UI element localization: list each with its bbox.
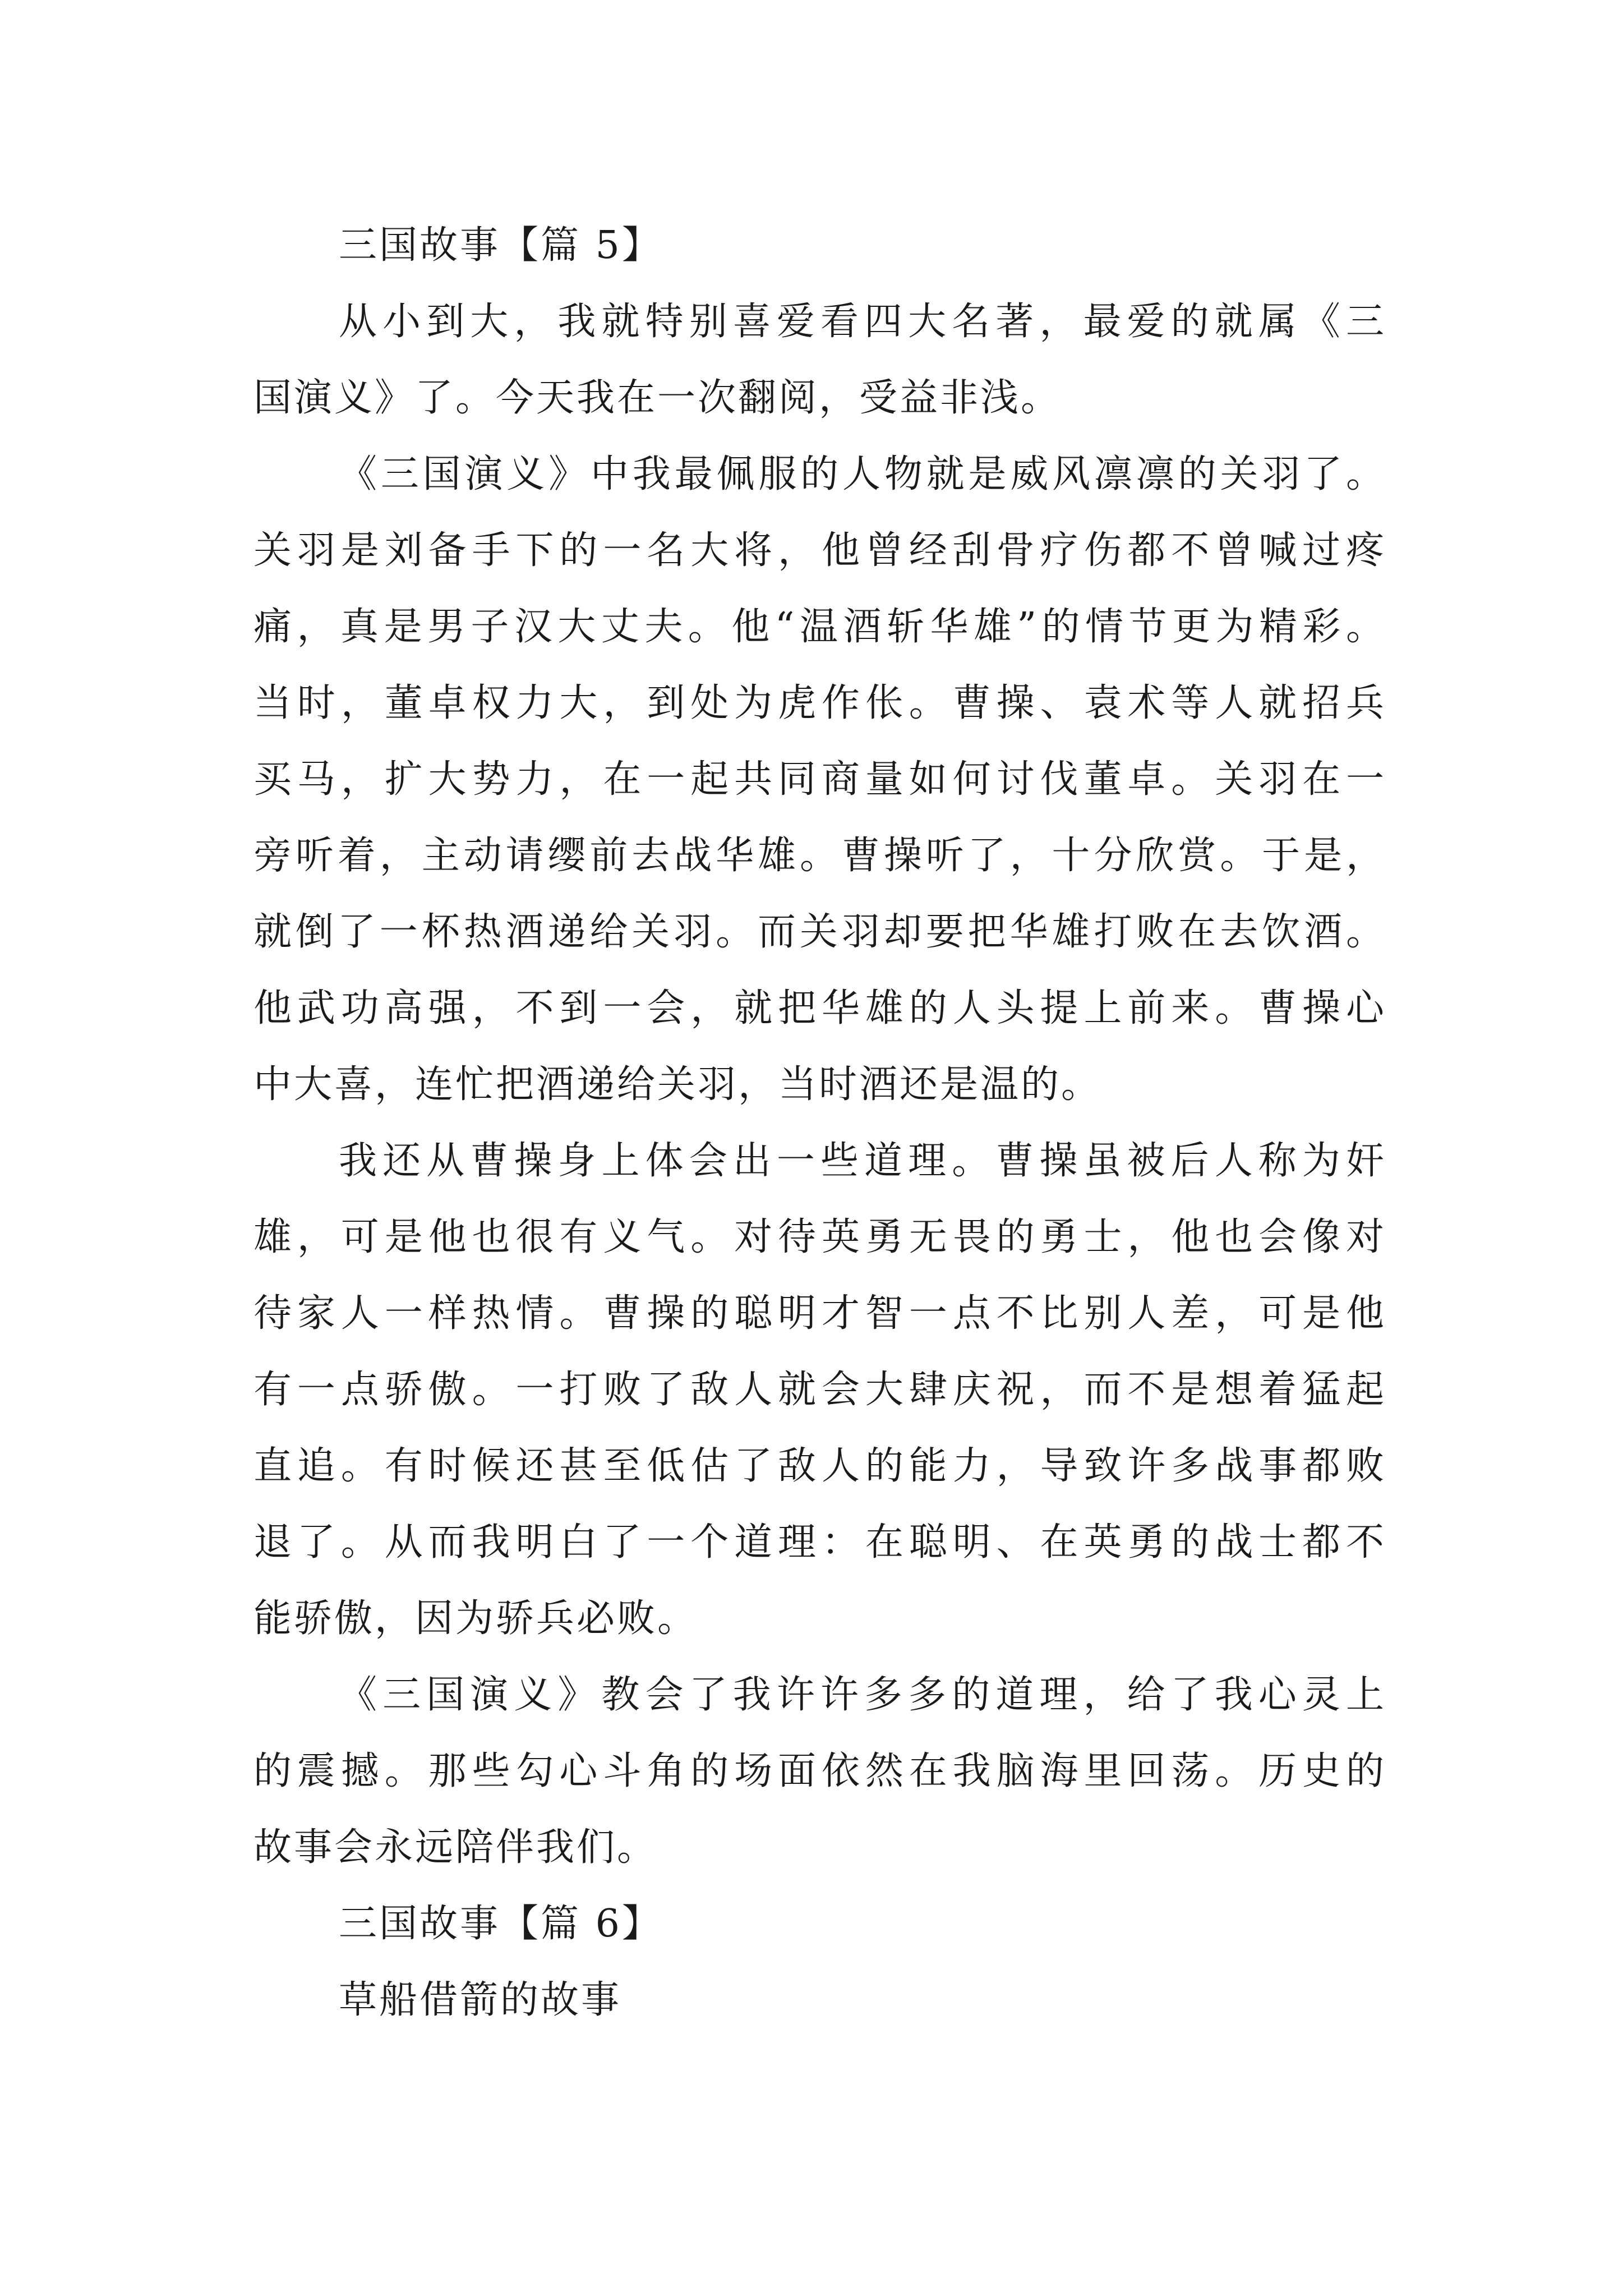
paragraph-line: 他武功高强，不到一会，就把华雄的人头提上前来。曹操心	[253, 986, 1386, 1030]
paragraph-line: 《三国演义》中我最佩服的人物就是威风凛凛的关羽了。	[339, 452, 1386, 496]
paragraph-line: 《三国演义》教会了我许许多多的道理，给了我心灵上	[339, 1673, 1386, 1717]
paragraph-line: 雄，可是他也很有义气。对待英勇无畏的勇士，他也会像对	[253, 1215, 1386, 1259]
paragraph-line: 旁听着，主动请缨前去战华雄。曹操听了，十分欣赏。于是，	[253, 834, 1386, 878]
paragraph-line: 有一点骄傲。一打败了敌人就会大肆庆祝，而不是想着猛起	[253, 1368, 1386, 1412]
paragraph-line: 待家人一样热情。曹操的聪明才智一点不比别人差，可是他	[253, 1291, 1386, 1336]
paragraph-3	[253, 1123, 1386, 1657]
paragraph-line: 退了。从而我明白了一个道理：在聪明、在英勇的战士都不	[253, 1520, 1386, 1565]
paragraph-line: 当时，董卓权力大，到处为虎作伥。曹操、袁术等人就招兵	[253, 681, 1386, 725]
paragraph-line: 关羽是刘备手下的一名大将，他曾经刮骨疗伤都不曾喊过疼	[253, 528, 1386, 573]
paragraph-line: 国演义》了。今天我在一次翻阅，受益非浅。	[253, 376, 1062, 420]
paragraph-line: 直追。有时候还甚至低估了敌人的能力，导致许多战事都败	[253, 1444, 1386, 1488]
paragraph-line: 从小到大，我就特别喜爱看四大名著，最爱的就属《三	[339, 300, 1386, 344]
paragraph-line: 痛，真是男子汉大丈夫。他“温酒斩华雄”的情节更为精彩。	[253, 605, 1386, 649]
paragraph-line: 的震撼。那些勾心斗角的场面依然在我脑海里回荡。历史的	[253, 1749, 1386, 1793]
paragraph-line: 我还从曹操身上体会出一些道理。曹操虽被后人称为奸	[339, 1139, 1386, 1183]
paragraph-2	[253, 436, 1386, 1123]
story-subheading: 草船借箭的故事	[339, 1978, 622, 2022]
paragraph-1	[253, 284, 1386, 436]
paragraph-line: 买马，扩大势力，在一起共同商量如何讨伐董卓。关羽在一	[253, 757, 1386, 802]
paragraph-line: 能骄傲，因为骄兵必败。	[253, 1596, 698, 1641]
paragraph-line: 中大喜，连忙把酒递给关羽，当时酒还是温的。	[253, 1062, 1102, 1107]
section-heading-6: 三国故事【篇 6】	[339, 1902, 662, 1946]
document-body	[253, 208, 1386, 2039]
paragraph-line: 故事会永远陪伴我们。	[253, 1825, 658, 1870]
paragraph-line: 就倒了一杯热酒递给关羽。而关羽却要把华雄打败在去饮酒。	[253, 910, 1386, 954]
paragraph-4	[253, 1657, 1386, 1886]
section-heading-5: 三国故事【篇 5】	[339, 223, 662, 268]
